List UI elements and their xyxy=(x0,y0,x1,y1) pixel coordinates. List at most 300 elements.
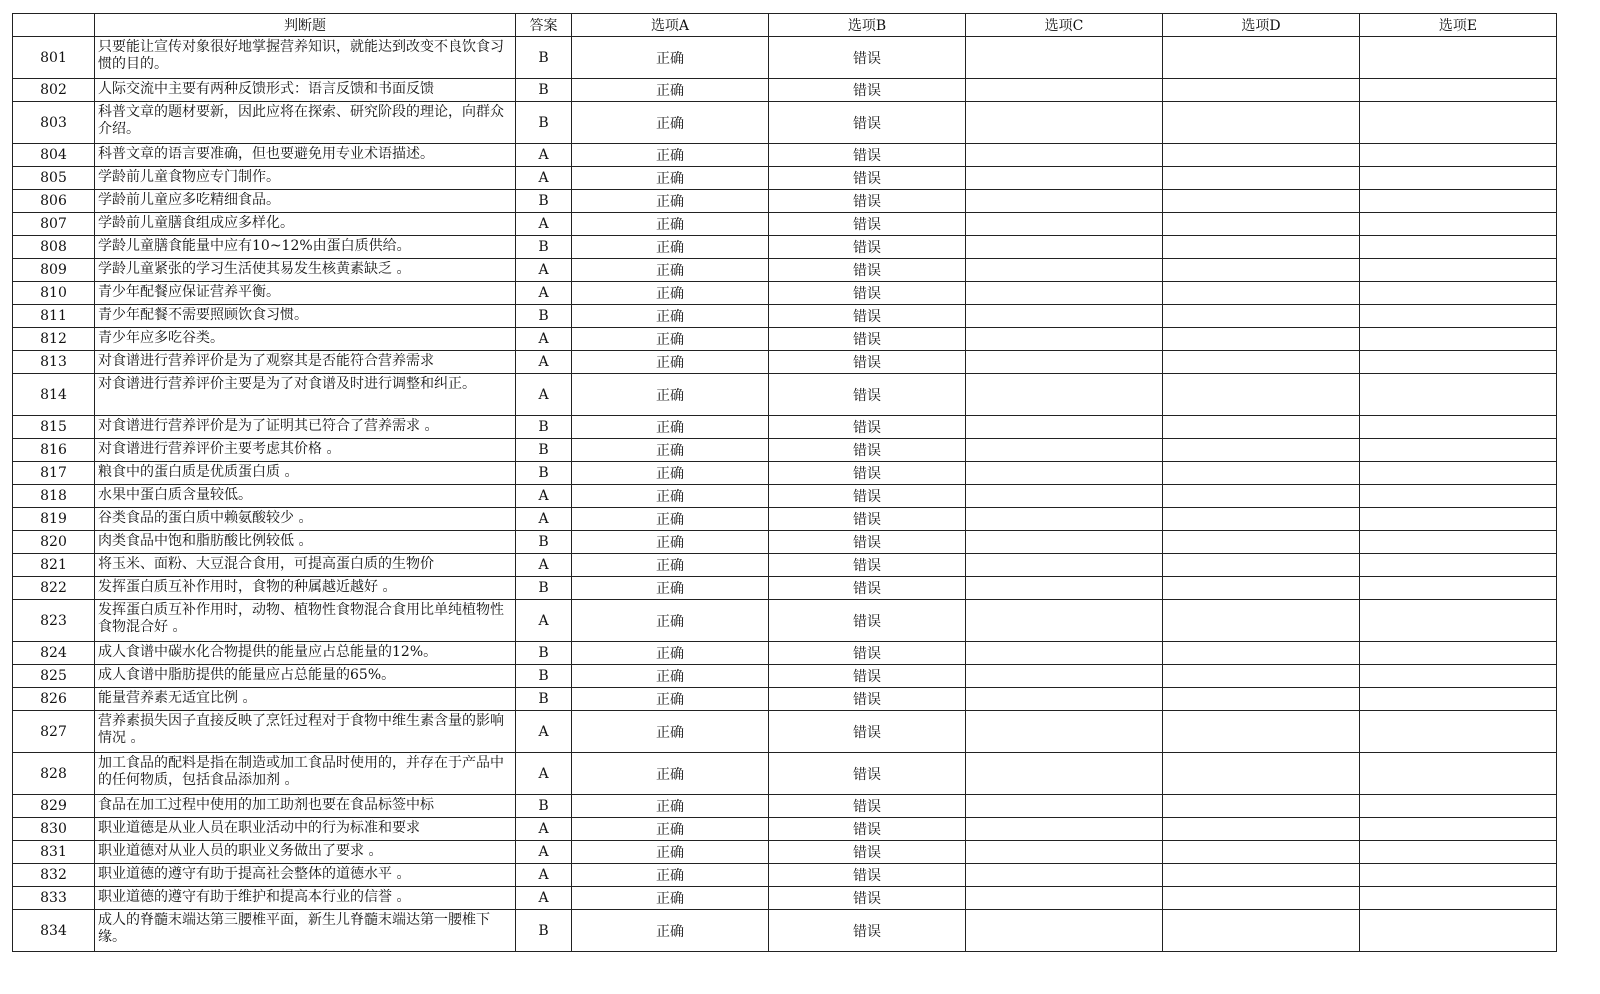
option-c-cell xyxy=(966,416,1163,439)
option-d-cell xyxy=(1163,688,1360,711)
answer-cell: A xyxy=(516,554,572,577)
row-number-cell: 825 xyxy=(13,665,95,688)
option-b-cell: 错误 xyxy=(769,102,966,144)
header-cell-option-b: 选项B xyxy=(769,14,966,37)
option-c-cell xyxy=(966,305,1163,328)
option-b-cell: 错误 xyxy=(769,508,966,531)
question-text: 职业道德是从业人员在职业活动中的行为标准和要求 xyxy=(98,820,420,836)
option-c-cell xyxy=(966,213,1163,236)
row-number-cell: 812 xyxy=(13,328,95,351)
option-b-cell: 错误 xyxy=(769,374,966,416)
option-c-cell xyxy=(966,887,1163,910)
option-c-cell xyxy=(966,688,1163,711)
option-a-cell: 正确 xyxy=(572,818,769,841)
question-text: 将玉米、面粉、大豆混合食用，可提高蛋白质的生物价 xyxy=(98,556,434,572)
option-d-cell xyxy=(1163,462,1360,485)
question-text-cell xyxy=(95,374,516,416)
option-d-cell xyxy=(1163,887,1360,910)
option-d-cell xyxy=(1163,102,1360,144)
option-d-cell xyxy=(1163,508,1360,531)
row-number-cell: 809 xyxy=(13,259,95,282)
question-text: 科普文章的题材要新，因此应将在探索、研究阶段的理论，向群众介绍。 xyxy=(98,104,504,137)
header-cell-answer: 答案 xyxy=(516,14,572,37)
row-number-cell: 802 xyxy=(13,79,95,102)
option-d-cell xyxy=(1163,351,1360,374)
option-e-cell xyxy=(1360,887,1557,910)
question-text-cell xyxy=(95,910,516,952)
table-row xyxy=(13,795,1557,818)
question-text: 学龄儿童膳食能量中应有10~12%由蛋白质供给。 xyxy=(98,238,411,254)
answer-cell: A xyxy=(516,864,572,887)
answer-cell: B xyxy=(516,236,572,259)
option-a-cell: 正确 xyxy=(572,37,769,79)
option-d-cell xyxy=(1163,577,1360,600)
answer-cell: B xyxy=(516,102,572,144)
question-text-cell xyxy=(95,416,516,439)
question-text-cell xyxy=(95,665,516,688)
answer-cell: B xyxy=(516,190,572,213)
option-a-cell: 正确 xyxy=(572,167,769,190)
answer-cell: B xyxy=(516,688,572,711)
option-d-cell xyxy=(1163,910,1360,952)
option-e-cell xyxy=(1360,236,1557,259)
option-c-cell xyxy=(966,485,1163,508)
question-text-cell xyxy=(95,37,516,79)
option-c-cell xyxy=(966,841,1163,864)
question-text: 人际交流中主要有两种反馈形式：语言反馈和书面反馈 xyxy=(98,81,434,97)
table-row xyxy=(13,688,1557,711)
header-cell-question: 判断题 xyxy=(95,14,516,37)
question-text-cell xyxy=(95,102,516,144)
option-d-cell xyxy=(1163,259,1360,282)
option-a-cell: 正确 xyxy=(572,795,769,818)
option-b-cell: 错误 xyxy=(769,753,966,795)
option-a-cell: 正确 xyxy=(572,416,769,439)
question-text-cell xyxy=(95,753,516,795)
question-text-cell xyxy=(95,213,516,236)
question-text-cell xyxy=(95,531,516,554)
row-number-cell: 807 xyxy=(13,213,95,236)
question-text-cell xyxy=(95,577,516,600)
table-row xyxy=(13,305,1557,328)
answer-cell: A xyxy=(516,753,572,795)
option-d-cell xyxy=(1163,711,1360,753)
answer-cell: B xyxy=(516,795,572,818)
table-row xyxy=(13,577,1557,600)
option-e-cell xyxy=(1360,416,1557,439)
option-d-cell xyxy=(1163,144,1360,167)
row-number-cell: 805 xyxy=(13,167,95,190)
option-c-cell xyxy=(966,351,1163,374)
option-c-cell xyxy=(966,259,1163,282)
table-row xyxy=(13,79,1557,102)
option-c-cell xyxy=(966,144,1163,167)
row-number-cell: 804 xyxy=(13,144,95,167)
option-d-cell xyxy=(1163,818,1360,841)
row-number-cell: 820 xyxy=(13,531,95,554)
answer-cell: A xyxy=(516,374,572,416)
table-row xyxy=(13,144,1557,167)
option-e-cell xyxy=(1360,910,1557,952)
row-number-cell: 813 xyxy=(13,351,95,374)
option-a-cell: 正确 xyxy=(572,577,769,600)
option-e-cell xyxy=(1360,439,1557,462)
option-c-cell xyxy=(966,665,1163,688)
answer-cell: A xyxy=(516,351,572,374)
question-table xyxy=(12,13,1557,952)
question-text-cell xyxy=(95,351,516,374)
row-number-cell: 822 xyxy=(13,577,95,600)
option-a-cell: 正确 xyxy=(572,351,769,374)
question-text-cell xyxy=(95,887,516,910)
row-number-cell: 823 xyxy=(13,600,95,642)
table-row xyxy=(13,102,1557,144)
option-b-cell: 错误 xyxy=(769,485,966,508)
question-text: 对食谱进行营养评价是为了观察其是否能符合营养需求 xyxy=(98,353,434,369)
question-text-cell xyxy=(95,841,516,864)
option-e-cell xyxy=(1360,328,1557,351)
option-b-cell: 错误 xyxy=(769,416,966,439)
question-text-cell xyxy=(95,259,516,282)
option-e-cell xyxy=(1360,864,1557,887)
row-number-cell: 834 xyxy=(13,910,95,952)
question-text-cell xyxy=(95,795,516,818)
option-a-cell: 正确 xyxy=(572,508,769,531)
table-row xyxy=(13,236,1557,259)
option-c-cell xyxy=(966,642,1163,665)
option-b-cell: 错误 xyxy=(769,665,966,688)
option-b-cell: 错误 xyxy=(769,462,966,485)
question-text: 成人的脊髓末端达第三腰椎平面，新生儿脊髓末端达第一腰椎下缘。 xyxy=(98,912,490,945)
option-b-cell: 错误 xyxy=(769,642,966,665)
option-e-cell xyxy=(1360,688,1557,711)
table-body xyxy=(13,14,1557,952)
table-row xyxy=(13,841,1557,864)
question-text-cell xyxy=(95,554,516,577)
option-c-cell xyxy=(966,167,1163,190)
option-d-cell xyxy=(1163,213,1360,236)
option-d-cell xyxy=(1163,79,1360,102)
option-c-cell xyxy=(966,236,1163,259)
option-e-cell xyxy=(1360,600,1557,642)
option-a-cell: 正确 xyxy=(572,554,769,577)
option-d-cell xyxy=(1163,282,1360,305)
option-c-cell xyxy=(966,102,1163,144)
option-e-cell xyxy=(1360,282,1557,305)
option-e-cell xyxy=(1360,305,1557,328)
option-d-cell xyxy=(1163,665,1360,688)
header-row xyxy=(13,14,1557,37)
table-row xyxy=(13,167,1557,190)
option-e-cell xyxy=(1360,818,1557,841)
option-a-cell: 正确 xyxy=(572,144,769,167)
option-a-cell: 正确 xyxy=(572,600,769,642)
question-text: 加工食品的配料是指在制造或加工食品时使用的，并存在于产品中的任何物质，包括食品添加剂 。 xyxy=(98,755,504,788)
question-text-cell xyxy=(95,79,516,102)
option-c-cell xyxy=(966,711,1163,753)
table-row xyxy=(13,462,1557,485)
question-text-cell xyxy=(95,328,516,351)
option-a-cell: 正确 xyxy=(572,665,769,688)
option-c-cell xyxy=(966,462,1163,485)
option-c-cell xyxy=(966,439,1163,462)
question-text-cell xyxy=(95,688,516,711)
option-e-cell xyxy=(1360,711,1557,753)
row-number-cell: 833 xyxy=(13,887,95,910)
option-a-cell: 正确 xyxy=(572,841,769,864)
answer-cell: B xyxy=(516,462,572,485)
table-row xyxy=(13,864,1557,887)
option-e-cell xyxy=(1360,102,1557,144)
option-e-cell xyxy=(1360,37,1557,79)
row-number-cell: 827 xyxy=(13,711,95,753)
option-c-cell xyxy=(966,328,1163,351)
question-text-cell xyxy=(95,818,516,841)
option-b-cell: 错误 xyxy=(769,531,966,554)
option-c-cell xyxy=(966,753,1163,795)
header-cell-number xyxy=(13,14,95,37)
option-e-cell xyxy=(1360,642,1557,665)
option-e-cell xyxy=(1360,79,1557,102)
option-b-cell: 错误 xyxy=(769,144,966,167)
option-e-cell xyxy=(1360,577,1557,600)
question-text: 青少年配餐不需要照顾饮食习惯。 xyxy=(98,307,308,323)
option-d-cell xyxy=(1163,753,1360,795)
option-e-cell xyxy=(1360,190,1557,213)
row-number-cell: 816 xyxy=(13,439,95,462)
table-row xyxy=(13,887,1557,910)
answer-cell: B xyxy=(516,910,572,952)
question-text: 营养素损失因子直接反映了烹饪过程对于食物中维生素含量的影响情况 。 xyxy=(98,713,504,746)
question-text: 学龄前儿童食物应专门制作。 xyxy=(98,169,280,185)
option-a-cell: 正确 xyxy=(572,711,769,753)
table-row xyxy=(13,282,1557,305)
question-text: 能量营养素无适宜比例 。 xyxy=(98,690,257,706)
row-number-cell: 803 xyxy=(13,102,95,144)
question-text-cell xyxy=(95,485,516,508)
row-number-cell: 828 xyxy=(13,753,95,795)
table-row xyxy=(13,554,1557,577)
option-a-cell: 正确 xyxy=(572,642,769,665)
option-d-cell xyxy=(1163,305,1360,328)
question-text: 青少年应多吃谷类。 xyxy=(98,330,224,346)
option-a-cell: 正确 xyxy=(572,864,769,887)
question-text: 粮食中的蛋白质是优质蛋白质 。 xyxy=(98,464,299,480)
row-number-cell: 819 xyxy=(13,508,95,531)
option-c-cell xyxy=(966,818,1163,841)
answer-cell: A xyxy=(516,485,572,508)
question-text-cell xyxy=(95,167,516,190)
table-row xyxy=(13,642,1557,665)
option-b-cell: 错误 xyxy=(769,79,966,102)
option-c-cell xyxy=(966,864,1163,887)
option-e-cell xyxy=(1360,508,1557,531)
header-cell-option-a: 选项A xyxy=(572,14,769,37)
option-e-cell xyxy=(1360,462,1557,485)
question-text-cell xyxy=(95,236,516,259)
option-d-cell xyxy=(1163,328,1360,351)
option-e-cell xyxy=(1360,213,1557,236)
option-e-cell xyxy=(1360,795,1557,818)
option-b-cell: 错误 xyxy=(769,887,966,910)
question-text: 成人食谱中碳水化合物提供的能量应占总能量的12%。 xyxy=(98,644,438,660)
answer-cell: A xyxy=(516,508,572,531)
question-text: 水果中蛋白质含量较低。 xyxy=(98,487,252,503)
option-b-cell: 错误 xyxy=(769,37,966,79)
row-number-cell: 829 xyxy=(13,795,95,818)
table-row xyxy=(13,439,1557,462)
table-row xyxy=(13,328,1557,351)
table-row xyxy=(13,508,1557,531)
table-row xyxy=(13,485,1557,508)
option-a-cell: 正确 xyxy=(572,439,769,462)
question-text: 学龄儿童紧张的学习生活使其易发生核黄素缺乏 。 xyxy=(98,261,411,277)
option-c-cell xyxy=(966,910,1163,952)
option-d-cell xyxy=(1163,167,1360,190)
option-d-cell xyxy=(1163,236,1360,259)
question-text: 职业道德的遵守有助于维护和提高本行业的信誉 。 xyxy=(98,889,411,905)
option-a-cell: 正确 xyxy=(572,259,769,282)
row-number-cell: 832 xyxy=(13,864,95,887)
row-number-cell: 810 xyxy=(13,282,95,305)
answer-cell: B xyxy=(516,531,572,554)
answer-cell: A xyxy=(516,167,572,190)
question-text: 对食谱进行营养评价主要考虑其价格 。 xyxy=(98,441,341,457)
answer-cell: A xyxy=(516,213,572,236)
question-text: 成人食谱中脂肪提供的能量应占总能量的65%。 xyxy=(98,667,396,683)
question-text: 肉类食品中饱和脂肪酸比例较低 。 xyxy=(98,533,313,549)
option-a-cell: 正确 xyxy=(572,282,769,305)
option-a-cell: 正确 xyxy=(572,305,769,328)
option-c-cell xyxy=(966,577,1163,600)
question-text-cell xyxy=(95,600,516,642)
question-text-cell xyxy=(95,462,516,485)
option-b-cell: 错误 xyxy=(769,351,966,374)
option-a-cell: 正确 xyxy=(572,688,769,711)
question-text: 发挥蛋白质互补作用时，动物、植物性食物混合食用比单纯植物性食物混合好 。 xyxy=(98,602,504,635)
question-text: 学龄前儿童膳食组成应多样化。 xyxy=(98,215,294,231)
option-b-cell: 错误 xyxy=(769,190,966,213)
table-row xyxy=(13,351,1557,374)
option-b-cell: 错误 xyxy=(769,328,966,351)
table-row xyxy=(13,531,1557,554)
answer-cell: B xyxy=(516,439,572,462)
answer-cell: A xyxy=(516,282,572,305)
option-d-cell xyxy=(1163,374,1360,416)
option-b-cell: 错误 xyxy=(769,795,966,818)
option-d-cell xyxy=(1163,864,1360,887)
option-a-cell: 正确 xyxy=(572,213,769,236)
option-b-cell: 错误 xyxy=(769,577,966,600)
row-number-cell: 801 xyxy=(13,37,95,79)
option-d-cell xyxy=(1163,531,1360,554)
option-d-cell xyxy=(1163,37,1360,79)
question-text: 谷类食品的蛋白质中赖氨酸较少 。 xyxy=(98,510,313,526)
answer-cell: A xyxy=(516,328,572,351)
question-text: 科普文章的语言要准确，但也要避免用专业术语描述。 xyxy=(98,146,434,162)
option-a-cell: 正确 xyxy=(572,236,769,259)
answer-cell: B xyxy=(516,305,572,328)
option-b-cell: 错误 xyxy=(769,818,966,841)
option-b-cell: 错误 xyxy=(769,688,966,711)
table-row xyxy=(13,910,1557,952)
option-a-cell: 正确 xyxy=(572,79,769,102)
answer-cell: A xyxy=(516,144,572,167)
option-b-cell: 错误 xyxy=(769,864,966,887)
option-d-cell xyxy=(1163,416,1360,439)
option-a-cell: 正确 xyxy=(572,374,769,416)
option-a-cell: 正确 xyxy=(572,462,769,485)
option-d-cell xyxy=(1163,642,1360,665)
row-number-cell: 821 xyxy=(13,554,95,577)
question-text-cell xyxy=(95,508,516,531)
header-cell-option-e: 选项E xyxy=(1360,14,1557,37)
table-row xyxy=(13,37,1557,79)
option-d-cell xyxy=(1163,554,1360,577)
option-c-cell xyxy=(966,508,1163,531)
question-text: 对食谱进行营养评价是为了证明其已符合了营养需求 。 xyxy=(98,418,439,434)
answer-cell: B xyxy=(516,665,572,688)
option-b-cell: 错误 xyxy=(769,910,966,952)
option-e-cell xyxy=(1360,167,1557,190)
option-a-cell: 正确 xyxy=(572,753,769,795)
option-e-cell xyxy=(1360,351,1557,374)
answer-cell: A xyxy=(516,818,572,841)
table-row xyxy=(13,600,1557,642)
question-text: 职业道德对从业人员的职业义务做出了要求 。 xyxy=(98,843,383,859)
option-e-cell xyxy=(1360,841,1557,864)
answer-cell: B xyxy=(516,416,572,439)
answer-cell: B xyxy=(516,642,572,665)
question-text: 食品在加工过程中使用的加工助剂也要在食品标签中标 xyxy=(98,797,434,813)
option-e-cell xyxy=(1360,485,1557,508)
answer-cell: A xyxy=(516,841,572,864)
option-a-cell: 正确 xyxy=(572,531,769,554)
question-text: 只要能让宣传对象很好地掌握营养知识，就能达到改变不良饮食习惯的目的。 xyxy=(98,39,504,72)
option-a-cell: 正确 xyxy=(572,190,769,213)
option-c-cell xyxy=(966,79,1163,102)
answer-cell: B xyxy=(516,577,572,600)
table-row xyxy=(13,665,1557,688)
row-number-cell: 817 xyxy=(13,462,95,485)
option-a-cell: 正确 xyxy=(572,910,769,952)
table-row xyxy=(13,753,1557,795)
option-e-cell xyxy=(1360,554,1557,577)
question-text: 职业道德的遵守有助于提高社会整体的道德水平 。 xyxy=(98,866,411,882)
option-c-cell xyxy=(966,554,1163,577)
option-d-cell xyxy=(1163,439,1360,462)
option-a-cell: 正确 xyxy=(572,102,769,144)
option-b-cell: 错误 xyxy=(769,554,966,577)
option-a-cell: 正确 xyxy=(572,328,769,351)
option-e-cell xyxy=(1360,374,1557,416)
row-number-cell: 831 xyxy=(13,841,95,864)
option-b-cell: 错误 xyxy=(769,711,966,753)
question-text: 对食谱进行营养评价主要是为了对食谱及时进行调整和纠正。 xyxy=(98,376,476,392)
table-row xyxy=(13,190,1557,213)
option-c-cell xyxy=(966,190,1163,213)
answer-cell: B xyxy=(516,79,572,102)
option-e-cell xyxy=(1360,753,1557,795)
row-number-cell: 811 xyxy=(13,305,95,328)
option-d-cell xyxy=(1163,485,1360,508)
option-b-cell: 错误 xyxy=(769,841,966,864)
row-number-cell: 815 xyxy=(13,416,95,439)
option-e-cell xyxy=(1360,665,1557,688)
option-b-cell: 错误 xyxy=(769,439,966,462)
question-text-cell xyxy=(95,864,516,887)
header-cell-option-c: 选项C xyxy=(966,14,1163,37)
